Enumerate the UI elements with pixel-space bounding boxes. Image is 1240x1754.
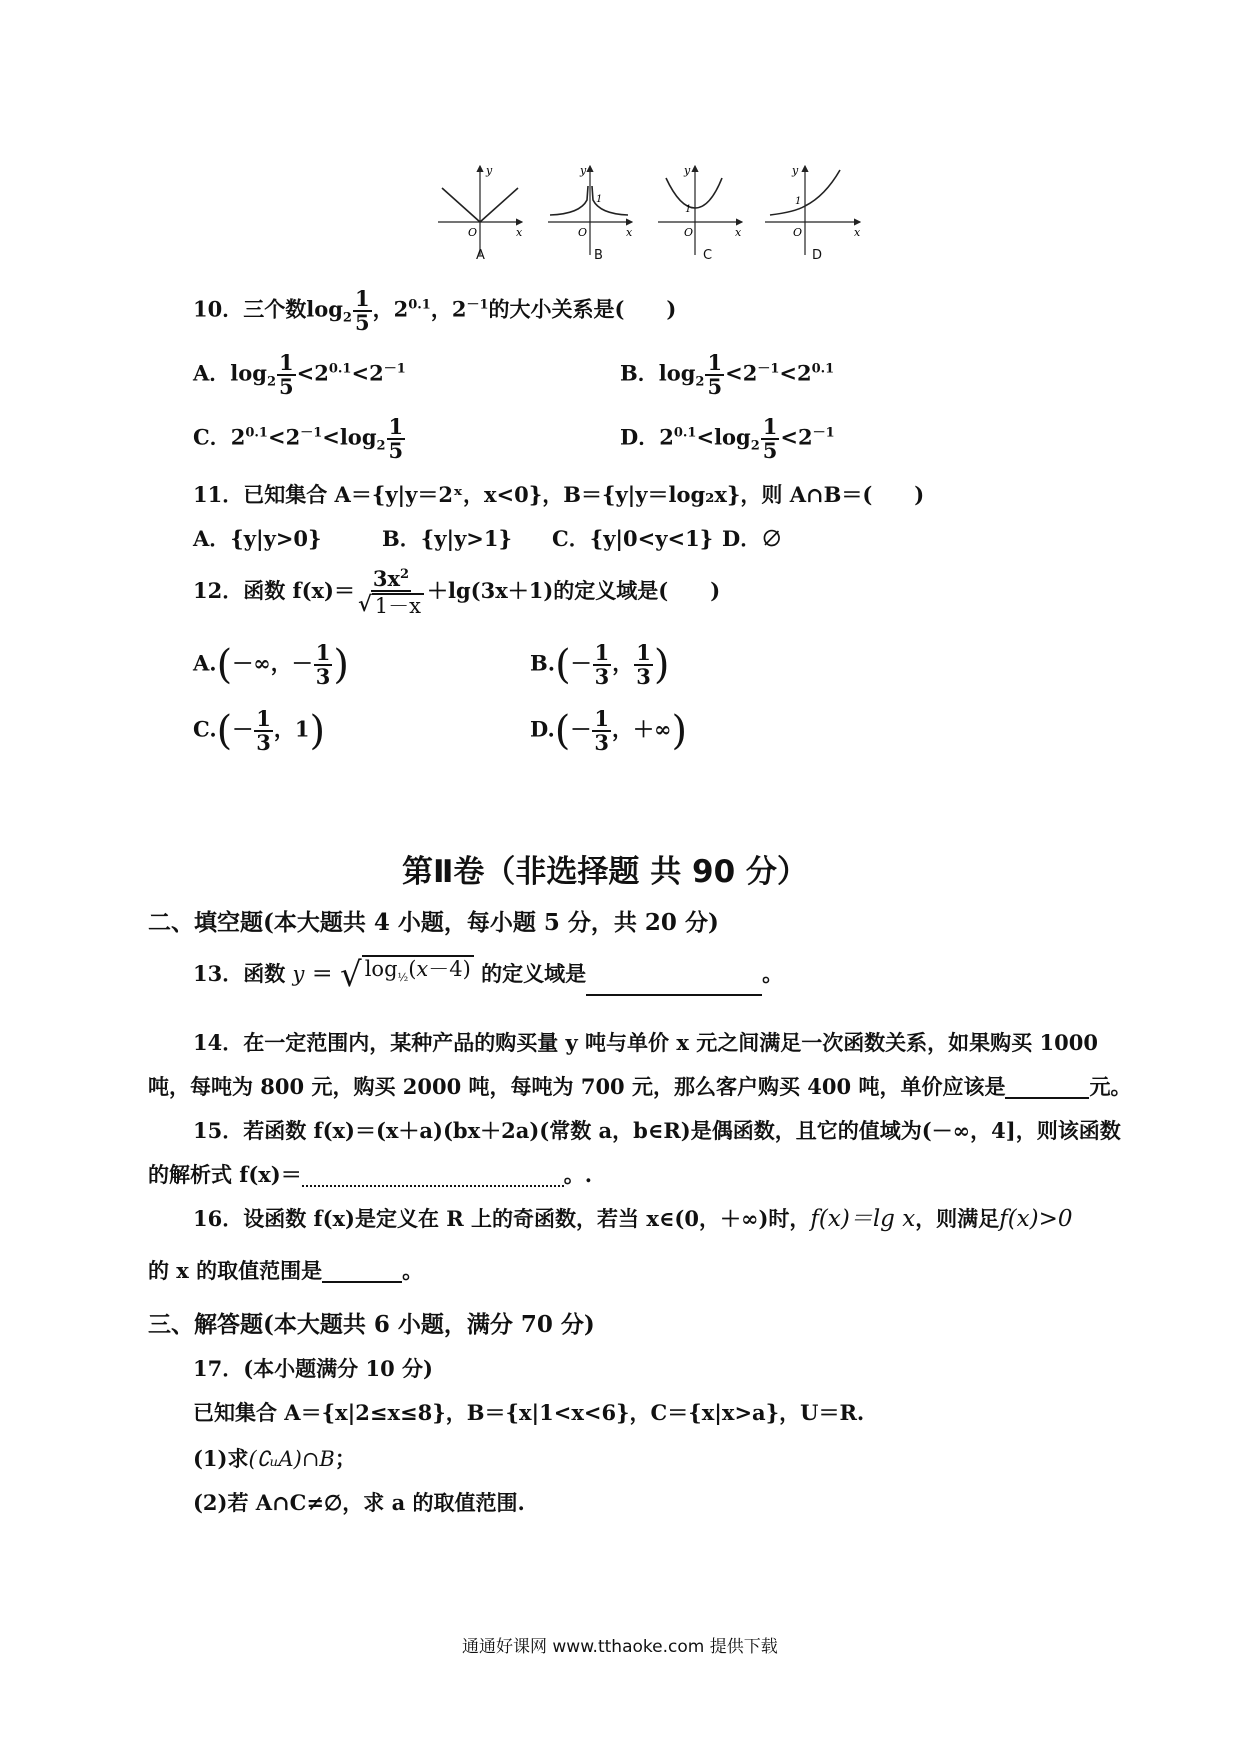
q12-option-a: A.(－∞，－ $\frac{1}{3}$ ) [193, 640, 349, 690]
q17-part2: (2)若 A∩C≠∅，求 a 的取值范围. [193, 1490, 525, 1515]
q10-option-a: A．$\log_2$ $\frac{1}{5}$ $<2^{0.1}<2^{-1}$ [193, 350, 406, 400]
q12-option-d: D.(－ $\frac{1}{3}$ ，＋∞) [530, 706, 688, 756]
option-label: B． [620, 360, 659, 386]
q16-formula2: f(x)>0 [999, 1206, 1073, 1232]
q17-given: 已知集合 A＝{x|2≤x≤8}，B＝{x|1<x<6}，C＝{x|x>a}，U＝R. [193, 1400, 865, 1425]
graph-d [765, 164, 861, 255]
section3-title: 三、解答题(本大题共 6 小题，满分 70 分) [148, 1311, 595, 1338]
q16-formula1: f(x)＝lg x [810, 1206, 916, 1232]
q13-prefix: 13．函数 [193, 960, 293, 986]
q13: 13．函数 y ＝ √ $\log_{\frac{1}{2}}(x-4)$ 的定义域是 。 [193, 955, 784, 995]
q16-line1 [193, 1206, 1073, 1234]
option-label: D. [530, 716, 555, 742]
graph-b-one: 1 [596, 194, 603, 205]
graph-label-b: B [594, 248, 603, 263]
q16-line2-prefix: 的 x 的取值范围是 [148, 1258, 323, 1283]
graph-a-o: O [468, 226, 478, 239]
function-graphs [430, 160, 870, 270]
q15-line2 [148, 1162, 592, 1187]
graph-d-y: y [792, 164, 799, 177]
fraction: $\frac{1}{5}$ [354, 286, 370, 336]
option-label: D． [620, 424, 660, 450]
q17-part1-formula: (∁ᵤA)∩B [248, 1447, 335, 1471]
section2-title: 二、填空题(本大题共 4 小题，每小题 5 分，共 20 分) [148, 909, 719, 936]
graph-b-y: y [580, 164, 587, 177]
q11-option-c: C．{y|0<y<1} [552, 526, 714, 551]
q10-stem: 10．三个数$\log_2$ $\frac{1}{5}$ ，$2^{0.1}$，$2^{-1}$的大小关系是( ) [193, 286, 677, 336]
q14-line2 [148, 1074, 1131, 1099]
fraction: $\frac{1}{5}$ [279, 350, 294, 400]
fraction: $\frac{1}{3}$ [256, 706, 271, 756]
graph-d-x: x [854, 226, 861, 239]
graph-a-x: x [516, 226, 523, 239]
q15-line2-prefix: 的解析式 f(x)＝ [148, 1162, 302, 1187]
q12-stem-suffix: ＋lg(3x＋1)的定义域是( ) [427, 577, 721, 603]
q12-option-b: B.(－ $\frac{1}{3}$ ， $\frac{1}{3}$ ) [530, 640, 670, 690]
fraction: $\frac{1}{5}$ [707, 350, 723, 400]
graphs-svg [430, 160, 870, 270]
q11-stem: 11．已知集合 A＝{y|y＝2ˣ，x<0}，B＝{y|y＝log₂x}，则 A∩B＝( ) [193, 482, 925, 507]
graph-d-one: 1 [795, 196, 802, 207]
q10-stem-suffix: 的大小关系是( ) [488, 296, 677, 322]
option-label: A． [193, 360, 231, 386]
q12-stem [193, 568, 720, 617]
fraction: $\frac{1}{5}$ [762, 414, 778, 464]
footer: 通通好课网 www.tthaoke.com 提供下载 [462, 1637, 778, 1657]
option-label: C. [193, 716, 217, 742]
q16-line2 [148, 1258, 423, 1283]
graph-b [548, 164, 633, 255]
q12-fraction: $3x^2$ √ 1－x [356, 568, 426, 617]
part2-title: 第Ⅱ卷（非选择题 共 90 分） [402, 854, 808, 890]
graph-d-o: O [793, 226, 803, 239]
q12-option-c: C.(－ $\frac{1}{3}$ ，1) [193, 706, 326, 756]
fraction: $\frac{1}{3}$ [594, 640, 610, 690]
q10-option-b: B．$\log_2$ $\frac{1}{5}$ $<2^{-1}<2^{0.1}$ [620, 350, 835, 400]
q12-stem-prefix: 12．函数 f(x)＝ [193, 577, 355, 603]
q11-option-a: A．{y|y>0} [193, 526, 322, 551]
q16-answer-blank[interactable] [322, 1259, 402, 1283]
graph-b-x: x [626, 226, 633, 239]
q11-option-b: B．{y|y>1} [382, 526, 513, 551]
q16-line2-suffix: 。 [402, 1258, 424, 1283]
q10-option-d: D．$2^{0.1}<\log_2$ $\frac{1}{5}$ $<2^{-1}$ [620, 414, 835, 464]
graph-c-o: O [684, 226, 694, 239]
q16-line1-prefix: 16．设函数 f(x)是定义在 R 上的奇函数，若当 x∈(0，＋∞)时， [193, 1206, 811, 1231]
option-label: A. [193, 650, 217, 676]
fraction: $\frac{1}{3}$ [594, 706, 610, 756]
q14-answer-blank[interactable] [1005, 1075, 1089, 1099]
fraction: $\frac{1}{3}$ [636, 640, 651, 690]
q11-option-d: D．∅ [722, 526, 783, 551]
graph-c-one: 1 [685, 204, 692, 215]
q14-line2-suffix: 元。 [1089, 1074, 1132, 1099]
q13-formula: √ $\log_{\frac{1}{2}}(x-4)$ [340, 955, 474, 996]
q13-suffix: 的定义域是 [473, 960, 587, 986]
q13-end: 。 [762, 960, 784, 986]
q17-part1 [193, 1446, 356, 1472]
graph-label-c: C [703, 248, 713, 263]
graph-c-x: x [735, 226, 742, 239]
graph-label-a: A [476, 248, 485, 263]
q10-option-c: C．$2^{0.1}<2^{-1}<\log_2$ $\frac{1}{5}$ [193, 414, 404, 464]
q15-line2-suffix: 。. [563, 1162, 593, 1187]
q14-line1: 14．在一定范围内，某种产品的购买量 y 吨与单价 x 元之间满足一次函数关系，如果购买 1000 [193, 1030, 1098, 1055]
graph-b-o: O [578, 226, 588, 239]
q13-answer-blank[interactable] [586, 972, 762, 996]
q15-answer-blank[interactable] [302, 1163, 564, 1187]
graph-label-d: D [812, 248, 823, 263]
q16-line1-mid: ，则满足 [915, 1206, 1000, 1231]
graph-a-y: y [486, 164, 493, 177]
q17-part1-label: (1)求 [193, 1446, 249, 1471]
q10-stem-prefix: 10．三个数 [193, 296, 307, 322]
graph-c-y: y [684, 164, 691, 177]
option-label: B. [530, 650, 556, 676]
q17-part1-end: ； [334, 1446, 356, 1471]
graph-a [438, 164, 523, 255]
q17-header: 17．(本小题满分 10 分) [193, 1356, 433, 1381]
fraction: $\frac{1}{3}$ [315, 640, 331, 690]
option-label: C． [193, 424, 231, 450]
q14-line2-prefix: 吨，每吨为 800 元，购买 2000 吨，每吨为 700 元，那么客户购买 400 吨，单价应该是 [148, 1074, 1006, 1099]
fraction: $\frac{1}{5}$ [388, 414, 404, 464]
graph-c [658, 164, 742, 255]
q15-line1: 15．若函数 f(x)＝(x＋a)(bx＋2a)(常数 a，b∈R)是偶函数，且它的值域为(－∞，4]，则该函数 [193, 1118, 1121, 1143]
